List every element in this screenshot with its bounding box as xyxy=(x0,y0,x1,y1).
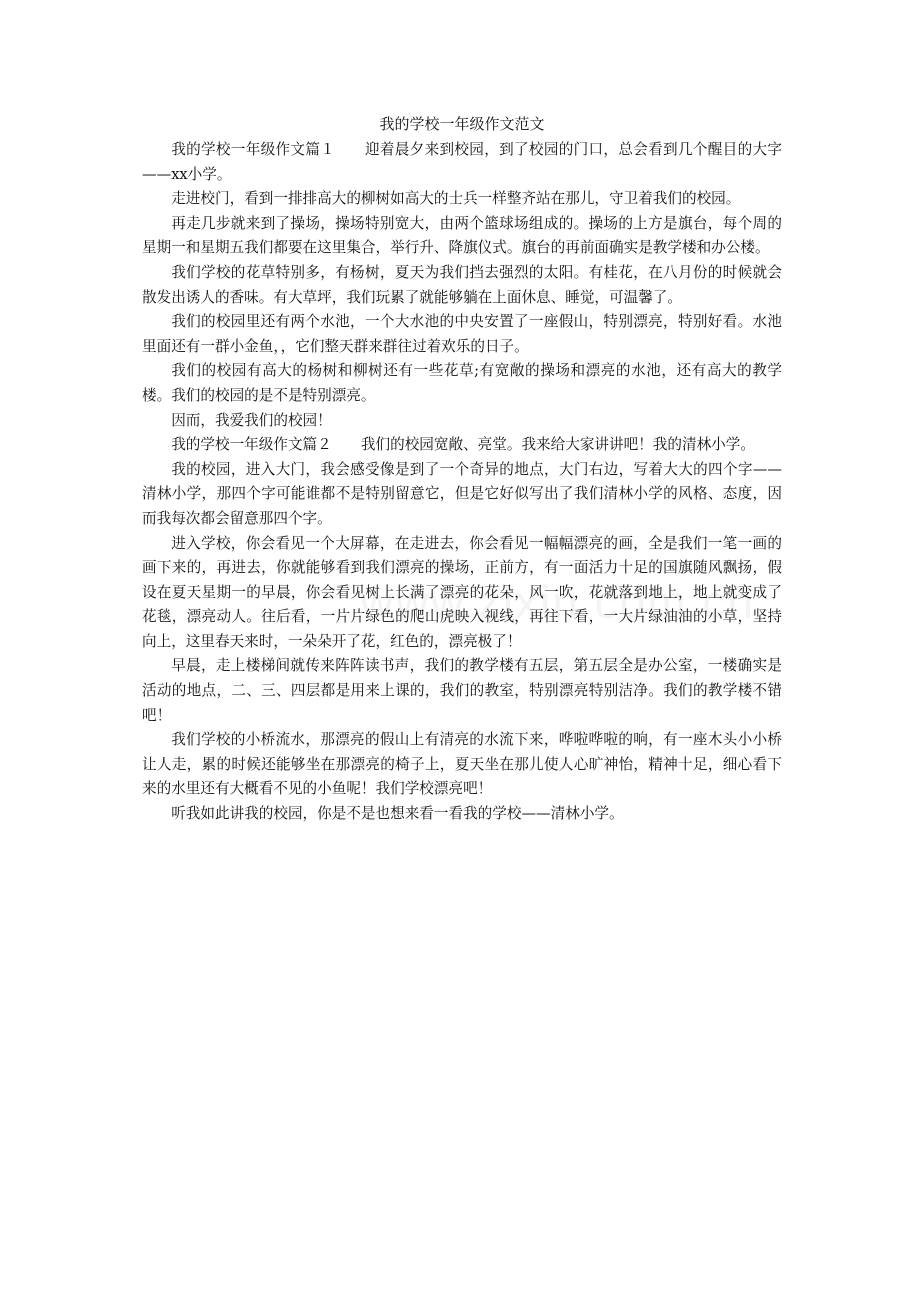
paragraph-13: 听我如此讲我的校园，你是不是也想来看一看我的学校——清林小学。 xyxy=(171,805,624,823)
paragraph-7: 因而，我爱我们的校园！ xyxy=(171,411,332,429)
paragraph-1: 我的学校一年级作文篇１ 迎着晨夕来到校园，到了校园的门口，总会看到几个醒目的大字——xx小学。 xyxy=(142,141,782,183)
paragraph-5: 我们的校园里还有两个水池，一个大水池的中央安置了一座假山，特别漂亮，特别好看。水池里面还有一群小金鱼，，它们整天群来群往过着欢乐的日子。 xyxy=(142,313,782,355)
paragraph-3: 再走几步就来到了操场，操场特别宽大，由两个篮球场组成的。操场的上方是旗台，每个周的星期一和星期五我们都要在这里集合，举行升、降旗仪式。旗台的再前面确实是教学楼和办公楼。 xyxy=(142,214,782,257)
paragraph-2: 走进校门，看到一排排高大的柳树如高大的士兵一样整齐站在那儿，守卫着我们的校园。 xyxy=(171,190,741,208)
paragraph-4: 我们学校的花草特别多，有杨树，夏天为我们挡去强烈的太阳。有桂花，在八月份的时候就会散发出诱人的香味。有大草坪，我们玩累了就能够躺在上面休息、睡觉，可温馨了。 xyxy=(142,263,782,306)
paragraph-12: 我们学校的小桥流水，那漂亮的假山上有清亮的水流下来，哗啦哗啦的响，有一座木头小小桥让人走，累的时候还能够坐在那漂亮的椅子上，夏天坐在那儿使人心旷神怡，精神十足，细心看下来的水里还有大概看不见的小鱼呢！我们学校漂亮吧！ xyxy=(142,731,782,798)
paragraph-6: 我们的校园有高大的杨树和柳树还有一些花草;有宽敞的操场和漂亮的水池，还有高大的教学楼。我们的校园的是不是特别漂亮。 xyxy=(142,362,782,404)
paragraph-10: 进入学校，你会看见一个大屏幕，在走进去，你会看见一幅幅漂亮的画，全是我们一笔一画的画下来的，再进去，你就能够看到我们漂亮的操场，正前方，有一面活力十足的国旗随风飘扬，假设在夏天星期一的早晨，你会看见树上长满了漂亮的花朵，风一吹，花就落到地上，地上就变成了花毯，漂亮动人。往后看，一片片绿色的爬山虎映入视线，再往下看，一大片绿油油的小草，坚持向上，这里春天来时，一朵朵开了花，红色的，漂亮极了！ xyxy=(142,534,782,650)
paragraph-8: 我的学校一年级作文篇２ 我们的校园宽敞、亮堂。我来给大家讲讲吧！我的清林小学。 xyxy=(171,436,755,454)
document-title: 我的学校一年级作文范文 xyxy=(379,115,545,133)
paragraph-9: 我的校园，进入大门，我会感受像是到了一个奇异的地点，大门右边，写着大大的四个字——清林小学，那四个字可能谁都不是特别留意它，但是它好似写出了我们清林小学的风格、态度，因而我每次都会留意那四个字。 xyxy=(142,460,782,527)
paragraph-11: 早晨，走上楼梯间就传来阵阵读书声，我们的教学楼有五层，第五层全是办公室，一楼确实是活动的地点，二、三、四层都是用来上课的，我们的教室，特别漂亮特别洁净。我们的教学楼不错吧！ xyxy=(142,657,782,724)
document-page xyxy=(142,110,782,827)
